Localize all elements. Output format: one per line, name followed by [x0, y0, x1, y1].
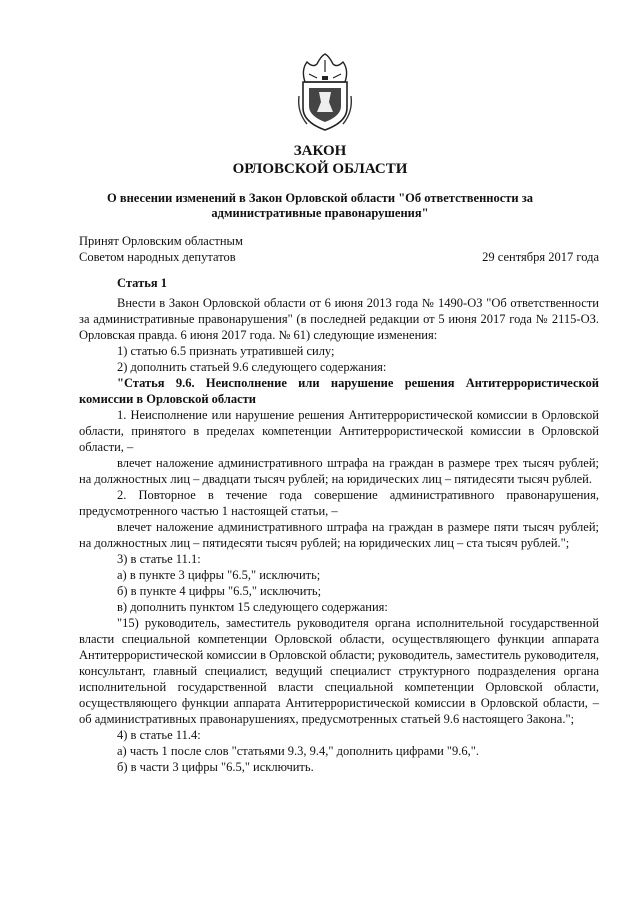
item-3c: в) дополнить пунктом 15 следующего содержания: — [117, 600, 388, 614]
item-4b: б) в части 3 цифры "6.5," исключить. — [117, 760, 314, 774]
item-3b: б) в пункте 4 цифры "6.5," исключить; — [117, 584, 322, 598]
coat-of-arms-emblem — [295, 52, 355, 132]
article-9-6-part-1: 1. Неисполнение или нарушение решения Антитеррористической комиссии в Орловской области, принятого в пределах компетенции Антитеррористической комиссии в Орловской области, – — [79, 408, 599, 454]
item-1: 1) статью 6.5 признать утратившей силу; — [117, 344, 335, 358]
article-9-6-penalty-1: влечет наложение административного штрафа на граждан в размере трех тысяч рублей; на должностных лиц – двадцати тысяч рублей; на юридических лиц – пятидесяти тысяч рублей. — [79, 456, 599, 486]
adoption-date: 29 сентября 2017 года — [482, 250, 599, 264]
adoption-line-2: Советом народных депутатов — [79, 250, 236, 264]
law-title: ЗАКОН — [293, 143, 347, 159]
item-4: 4) в статье 11.4: — [117, 728, 201, 742]
law-subtitle: О внесении изменений в Закон Орловской области "Об ответственности за административные правонарушения" — [106, 191, 534, 220]
law-body — [79, 275, 599, 775]
intro-paragraph: Внести в Закон Орловской области от 6 июня 2013 года № 1490-ОЗ "Об ответственности за административные правонарушения" (в последней редакции от 5 июня 2017 года № 2115-ОЗ. Орловская правда. 6 июня 2017 года. № 61) следующие изменения: — [79, 296, 599, 342]
item-3: 3) в статье 11.1: — [117, 552, 201, 566]
item-2: 2) дополнить статьей 9.6 следующего содержания: — [117, 360, 387, 374]
point-15-text: "15) руководитель, заместитель руководителя органа исполнительной государственной власти специальной компетенции Орловской области, осуществляющего функции аппарата Антитеррористической комиссии в Орловской области; руководитель, заместитель руководителя, консультант, главный специалист, ведущий специалист структурного подразделения органа исполнительной государственной власти специальной компетенции Орловской области, осуществляющего функции аппарата Антитеррористической комиссии в Орловской области, – об административных правонарушениях, предусмотренных статьей 9.6 настоящего Закона."; — [79, 616, 599, 726]
region-title: ОРЛОВСКОЙ ОБЛАСТИ — [232, 161, 408, 177]
item-4a: а) часть 1 после слов "статьями 9.3, 9.4," дополнить цифрами "9.6,". — [117, 744, 480, 758]
adoption-block — [79, 233, 243, 265]
adoption-line-1: Принят Орловским областным — [79, 234, 243, 248]
article-9-6-penalty-2: влечет наложение административного штрафа на граждан в размере пяти тысяч рублей; на должностных лиц – пятидесяти тысяч рублей; на юридических лиц – ста тысяч рублей."; — [79, 520, 599, 550]
article-9-6-heading: "Статья 9.6. Неисполнение или нарушение решения Антитеррористической комиссии в Орловской области — [79, 376, 599, 406]
article-heading: Статья 1 — [117, 276, 167, 290]
item-3a: а) в пункте 3 цифры "6.5," исключить; — [117, 568, 321, 582]
article-9-6-part-2: 2. Повторное в течение года совершение административного правонарушения, предусмотренного частью 1 настоящей статьи, – — [79, 488, 599, 518]
